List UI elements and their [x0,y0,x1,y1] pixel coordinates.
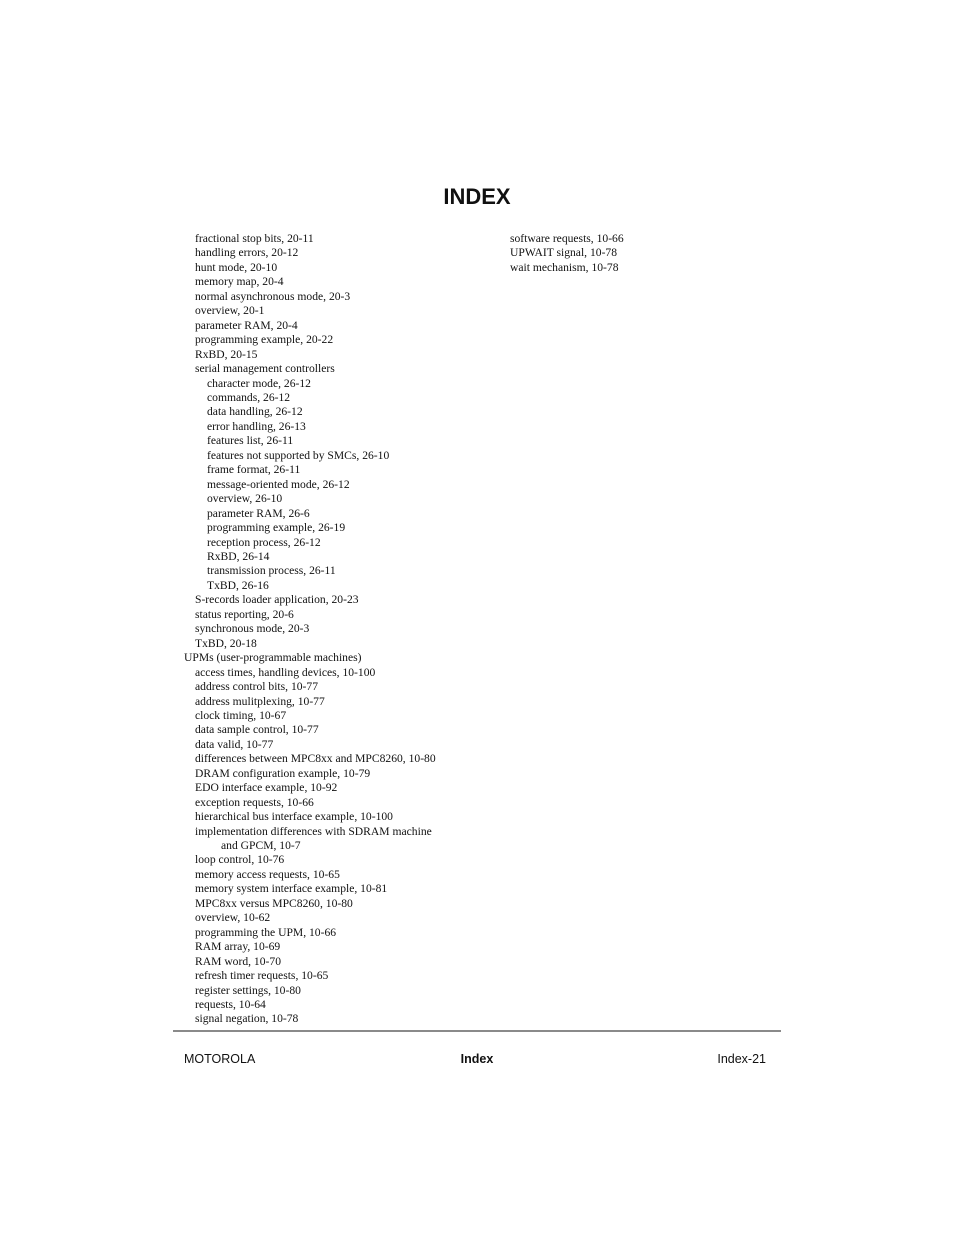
index-entry: programming example, 20-22 [195,333,334,347]
page-title: INDEX [443,184,511,209]
index-entry: register settings, 10-80 [195,983,301,997]
footer-divider [173,1030,781,1032]
index-entry: serial management controllers [195,362,335,376]
index-entry: UPWAIT signal, 10-78 [510,246,618,260]
index-entry: programming example, 26-19 [207,521,346,535]
index-entry: UPMs (user-programmable machines) [184,651,362,665]
index-entry: requests, 10-64 [195,998,266,1012]
index-entry: status reporting, 20-6 [195,607,294,621]
index-entry: loop control, 10-76 [195,853,285,867]
index-entry: RxBD, 20-15 [195,347,258,361]
index-entry: data sample control, 10-77 [195,723,319,737]
index-entry: and GPCM, 10-7 [221,839,301,853]
index-entry: RAM array, 10-69 [195,940,281,954]
index-entry: reception process, 26-12 [207,535,321,549]
index-entry: overview, 10-62 [195,911,271,925]
index-entry: EDO interface example, 10-92 [195,781,338,795]
index-entry: synchronous mode, 20-3 [195,622,310,636]
index-entry: message-oriented mode, 26-12 [207,477,350,491]
index-entry: memory system interface example, 10-81 [195,882,388,896]
index-entry: error handling, 26-13 [207,419,306,433]
footer-page-number: Index-21 [717,1052,766,1066]
index-entry: programming the UPM, 10-66 [195,925,337,939]
index-entry: DRAM configuration example, 10-79 [195,766,371,780]
index-entry: frame format, 26-11 [207,463,301,477]
index-entry: character mode, 26-12 [207,376,311,390]
index-entry: hunt mode, 20-10 [195,260,278,274]
index-entry: differences between MPC8xx and MPC8260, 10-80 [195,752,436,766]
index-entry: memory map, 20-4 [195,275,284,289]
index-entry: access times, handling devices, 10-100 [195,665,376,679]
index-entry: parameter RAM, 20-4 [195,318,298,332]
footer-section: Index [460,1052,494,1066]
index-entry: parameter RAM, 26-6 [207,506,310,520]
index-entry: commands, 26-12 [207,390,291,404]
index-entry: data valid, 10-77 [195,737,274,751]
index-entry: address control bits, 10-77 [195,680,319,694]
index-entry: overview, 20-1 [195,304,265,318]
footer-publisher: MOTOROLA [184,1052,256,1066]
index-entry: fractional stop bits, 20-11 [195,232,314,245]
index-column-left [184,232,484,1027]
index-entry: signal negation, 10-78 [195,1012,299,1026]
index-entry: exception requests, 10-66 [195,795,314,809]
index-entry: address mulitplexing, 10-77 [195,694,325,708]
index-entry: MPC8xx versus MPC8260, 10-80 [195,896,353,910]
index-entry: RAM word, 10-70 [195,954,281,968]
index-entry: memory access requests, 10-65 [195,867,340,881]
index-entry: software requests, 10-66 [510,232,624,245]
index-entry: hierarchical bus interface example, 10-100 [195,810,393,824]
index-entry: clock timing, 10-67 [195,708,287,722]
index-entry: S-records loader application, 20-23 [195,593,359,607]
index-entry: normal asynchronous mode, 20-3 [195,289,351,303]
index-entry: TxBD, 26-16 [207,578,269,592]
index-entry: refresh timer requests, 10-65 [195,969,329,983]
index-entry: handling errors, 20-12 [195,246,299,260]
index-entry: overview, 26-10 [207,492,283,506]
index-entry: implementation differences with SDRAM machine [195,824,432,838]
index-entry: features not supported by SMCs, 26-10 [207,448,390,462]
index-entry: features list, 26-11 [207,434,294,448]
index-entry: transmission process, 26-11 [207,564,336,578]
index-entry: TxBD, 20-18 [195,636,257,650]
index-entry: data handling, 26-12 [207,405,303,419]
index-entry: wait mechanism, 10-78 [510,260,619,274]
index-entry: RxBD, 26-14 [207,549,270,563]
index-column-right [510,232,790,275]
